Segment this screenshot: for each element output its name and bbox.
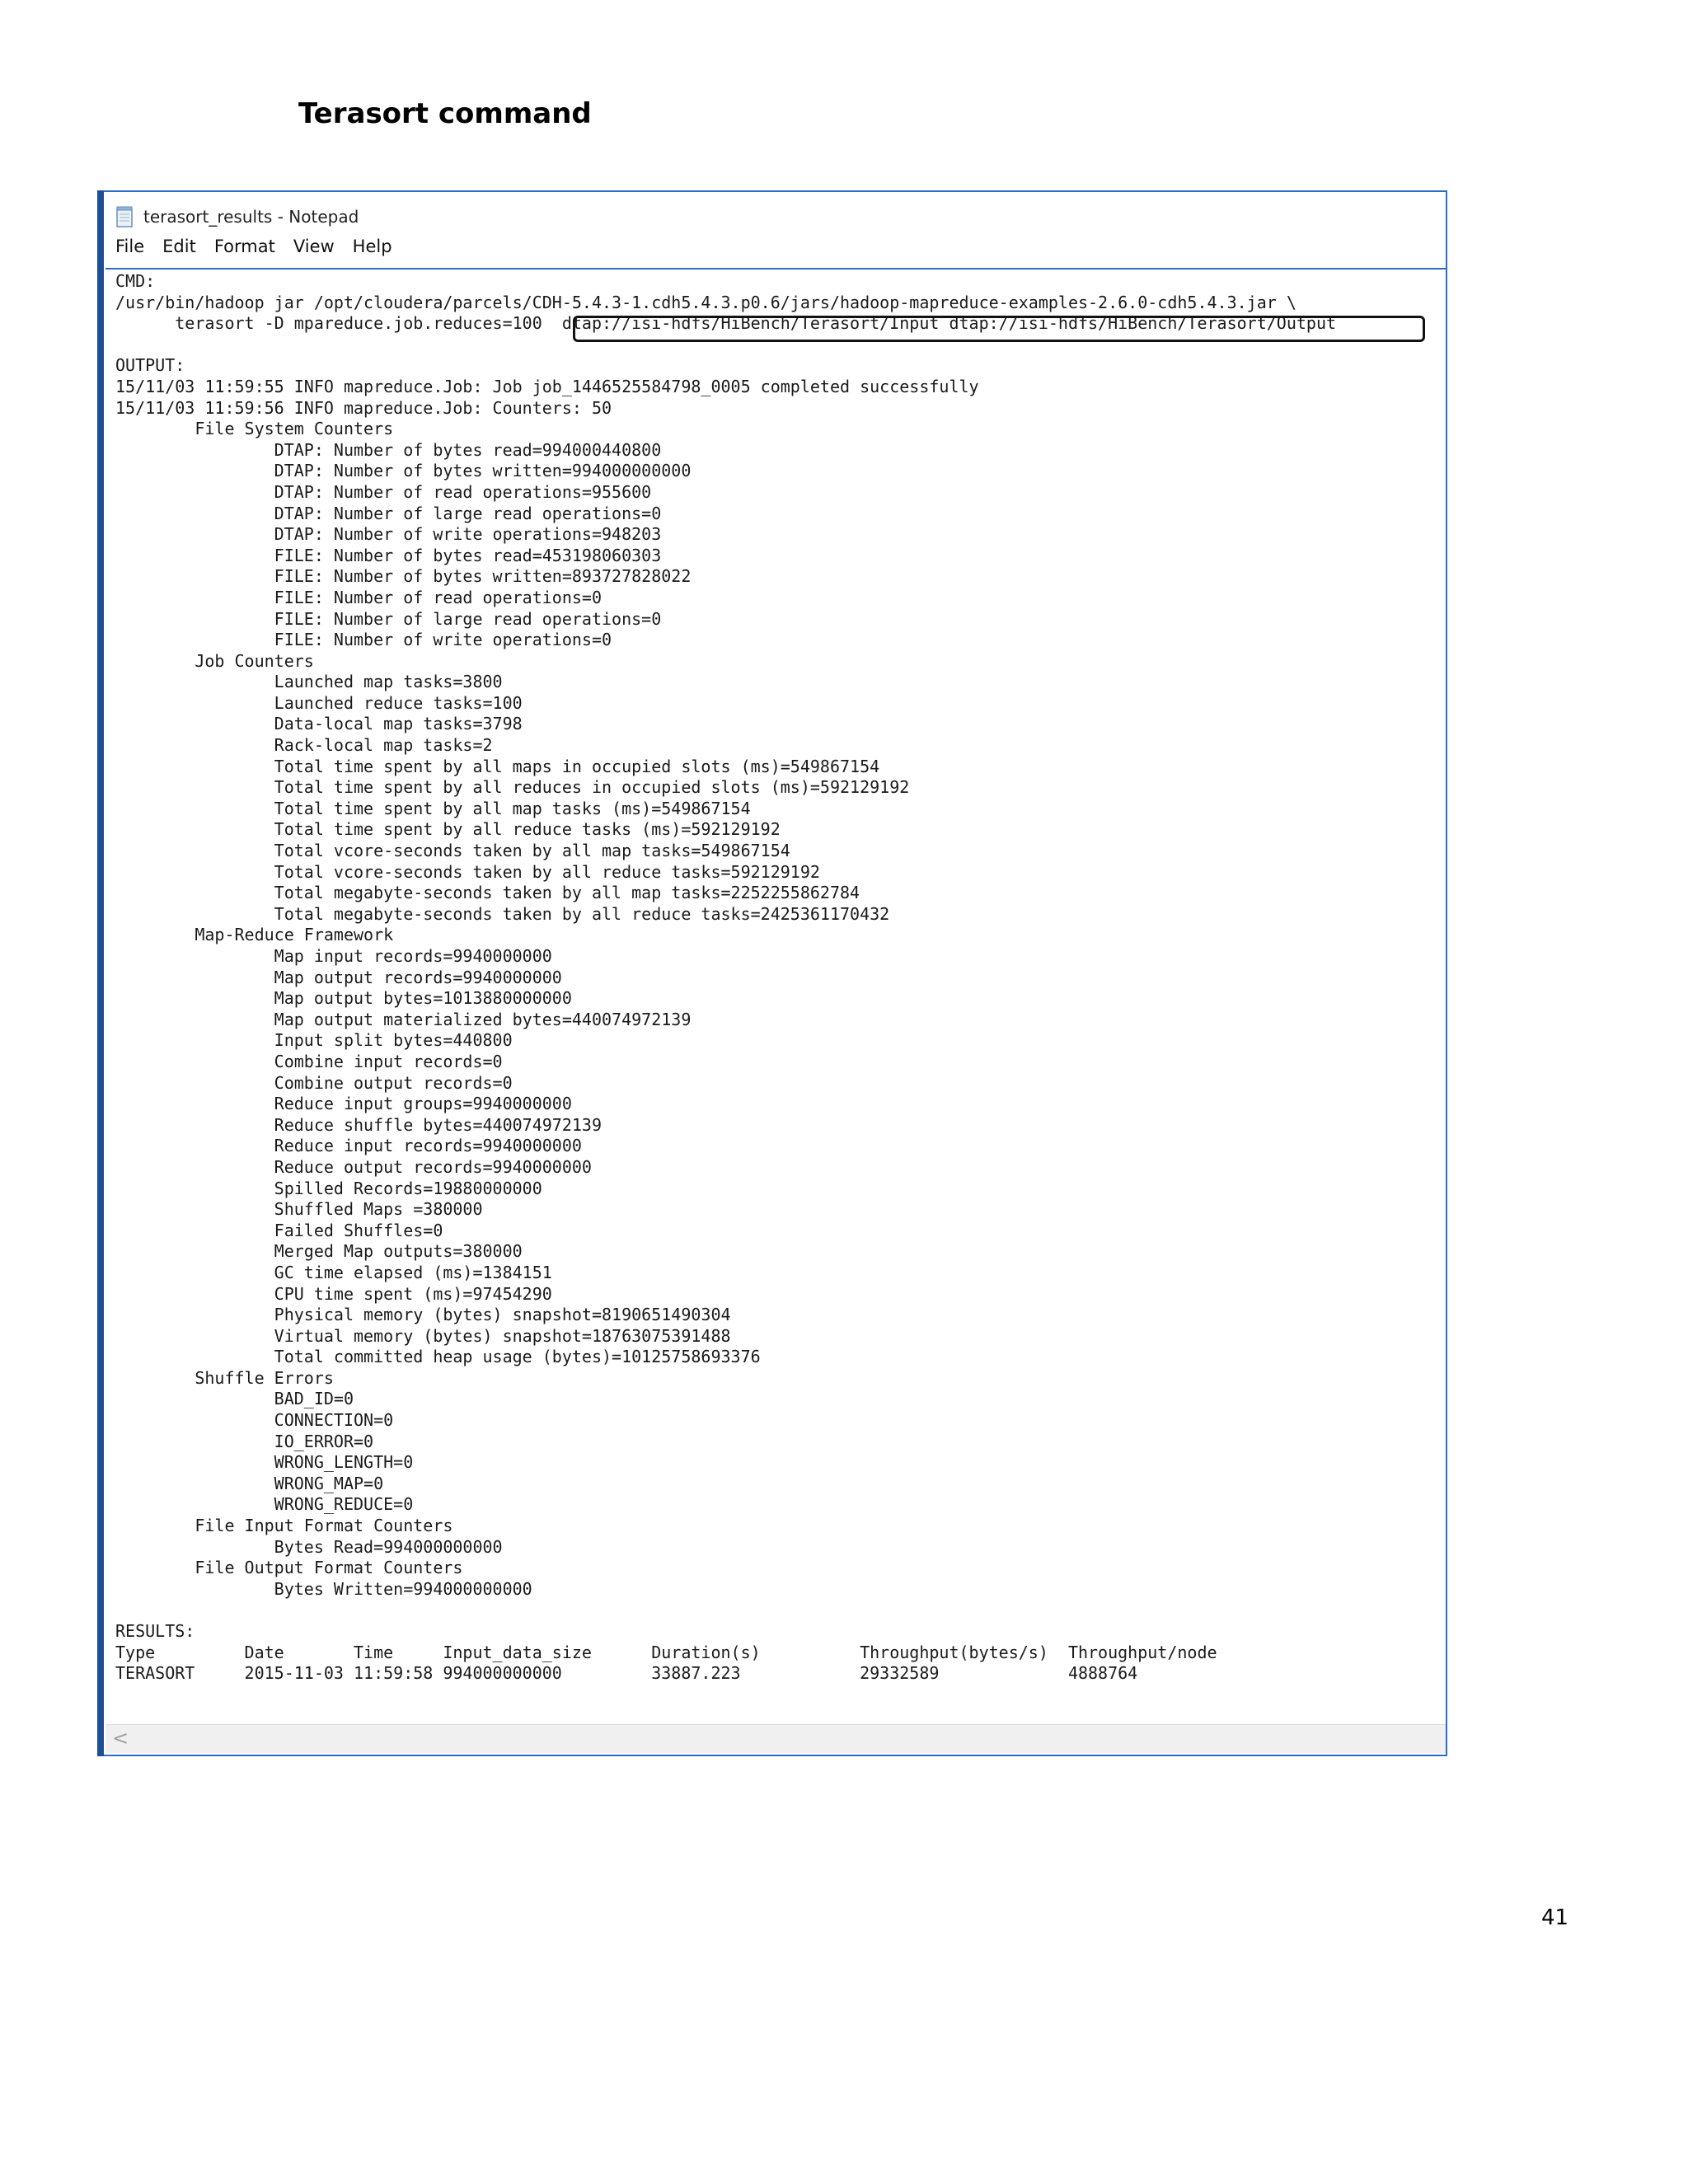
text-line: Physical memory (bytes) snapshot=8190651490304 bbox=[115, 1305, 731, 1325]
text-line: Shuffle Errors bbox=[115, 1367, 334, 1388]
text-line: Map-Reduce Framework bbox=[115, 925, 394, 945]
text-line: TERASORT 2015-11-03 11:59:58 994000000000 33887.223 29332589 4888764 bbox=[115, 1663, 1138, 1684]
text-line: DTAP: Number of large read operations=0 bbox=[115, 503, 662, 523]
text-line: DTAP: Number of bytes written=994000000000 bbox=[115, 461, 692, 481]
window-titlebar bbox=[115, 200, 359, 233]
text-line: Merged Map outputs=380000 bbox=[115, 1241, 523, 1262]
text-line: File Output Format Counters bbox=[115, 1558, 463, 1578]
text-line: File Input Format Counters bbox=[115, 1516, 453, 1536]
text-line: Launched map tasks=3800 bbox=[115, 672, 503, 692]
text-line: FILE: Number of bytes read=453198060303 bbox=[115, 545, 662, 565]
text-line: DTAP: Number of bytes read=994000440800 bbox=[115, 439, 662, 460]
text-line: Shuffled Maps =380000 bbox=[115, 1199, 483, 1220]
text-line: CPU time spent (ms)=97454290 bbox=[115, 1283, 552, 1304]
text-line bbox=[115, 1600, 1434, 1621]
text-line: Job Counters bbox=[115, 650, 314, 671]
text-line: Map output bytes=1013880000000 bbox=[115, 988, 572, 1009]
text-line: Total megabyte-seconds taken by all reduce tasks=2425361170432 bbox=[115, 903, 890, 924]
horizontal-scrollbar[interactable] bbox=[106, 1724, 1446, 1753]
text-line: Total committed heap usage (bytes)=10125758693376 bbox=[115, 1347, 761, 1367]
text-line: Reduce output records=9940000000 bbox=[115, 1156, 592, 1177]
text-line: CONNECTION=0 bbox=[115, 1410, 394, 1431]
text-line: FILE: Number of large read operations=0 bbox=[115, 608, 662, 629]
text-line: Total vcore-seconds taken by all reduce tasks=592129192 bbox=[115, 861, 820, 882]
text-line: terasort -D mpareduce.job.reduces=100 dtap://isi-hdfs/HiBench/Terasort/Input dtap://isi-hdfs/HiBench/Terasort/Output bbox=[115, 313, 1337, 334]
text-line: IO_ERROR=0 bbox=[115, 1431, 374, 1451]
text-line: 15/11/03 11:59:56 INFO mapreduce.Job: Counters: 50 bbox=[115, 397, 612, 418]
text-editor-area[interactable] bbox=[115, 271, 1434, 1685]
text-line: OUTPUT: bbox=[115, 355, 185, 376]
text-line: FILE: Number of bytes written=893727828022 bbox=[115, 566, 692, 587]
menu-edit[interactable]: Edit bbox=[162, 237, 196, 256]
text-line: Reduce input records=9940000000 bbox=[115, 1136, 582, 1156]
text-line: Launched reduce tasks=100 bbox=[115, 692, 523, 713]
path-highlight-box bbox=[573, 316, 1425, 342]
text-line: FILE: Number of read operations=0 bbox=[115, 587, 603, 607]
text-line: Type Date Time Input_data_size Duration(s) Throughput(bytes/s) Throughput/node bbox=[115, 1642, 1217, 1662]
window-title: terasort_results - Notepad bbox=[143, 207, 359, 227]
text-line: /usr/bin/hadoop jar /opt/cloudera/parcels/CDH-5.4.3-1.cdh5.4.3.p0.6/jars/hadoop-mapreduce-examples-2.6.0-cdh5.4.3.jar \ bbox=[115, 292, 1296, 312]
menu-file[interactable]: File bbox=[115, 237, 145, 256]
text-line: Map output materialized bytes=440074972139 bbox=[115, 1009, 692, 1029]
text-line: Total time spent by all reduce tasks (ms)=592129192 bbox=[115, 819, 781, 840]
text-line: WRONG_MAP=0 bbox=[115, 1473, 384, 1493]
text-line: Failed Shuffles=0 bbox=[115, 1220, 443, 1240]
notepad-window bbox=[97, 190, 1447, 1756]
text-line: Total megabyte-seconds taken by all map tasks=2252255862784 bbox=[115, 883, 860, 903]
menu-bar bbox=[115, 237, 410, 256]
text-line: Total time spent by all maps in occupied slots (ms)=549867154 bbox=[115, 756, 880, 776]
page-number: 41 bbox=[1541, 1905, 1569, 1930]
text-line: Total vcore-seconds taken by all map tasks=549867154 bbox=[115, 841, 790, 861]
text-line: DTAP: Number of write operations=948203 bbox=[115, 524, 662, 545]
text-line: Data-local map tasks=3798 bbox=[115, 714, 523, 734]
text-line: Total time spent by all reduces in occupied slots (ms)=592129192 bbox=[115, 777, 910, 798]
text-line: Reduce input groups=9940000000 bbox=[115, 1094, 572, 1114]
text-line: Input split bytes=440800 bbox=[115, 1030, 513, 1051]
text-line: BAD_ID=0 bbox=[115, 1389, 354, 1409]
text-line: File System Counters bbox=[115, 419, 394, 439]
menu-view[interactable]: View bbox=[293, 237, 335, 256]
menu-divider bbox=[106, 268, 1446, 269]
text-line: Total time spent by all map tasks (ms)=549867154 bbox=[115, 798, 751, 818]
text-line: DTAP: Number of read operations=955600 bbox=[115, 481, 652, 502]
text-line: Reduce shuffle bytes=440074972139 bbox=[115, 1114, 603, 1135]
text-line: Map output records=9940000000 bbox=[115, 967, 562, 987]
text-line: WRONG_REDUCE=0 bbox=[115, 1494, 414, 1515]
text-line: WRONG_LENGTH=0 bbox=[115, 1452, 414, 1473]
text-line: CMD: bbox=[115, 271, 156, 291]
text-line: Bytes Read=994000000000 bbox=[115, 1536, 503, 1557]
text-line: Rack-local map tasks=2 bbox=[115, 735, 493, 756]
text-line: Map input records=9940000000 bbox=[115, 946, 552, 966]
menu-help[interactable]: Help bbox=[352, 237, 392, 256]
text-line: Combine output records=0 bbox=[115, 1072, 513, 1093]
text-line: Combine input records=0 bbox=[115, 1051, 503, 1071]
text-line: FILE: Number of write operations=0 bbox=[115, 630, 612, 650]
notepad-icon bbox=[115, 206, 134, 227]
text-line: RESULTS: bbox=[115, 1621, 195, 1641]
scroll-left-icon[interactable]: < bbox=[112, 1727, 129, 1750]
menu-format[interactable]: Format bbox=[213, 237, 275, 256]
text-line: Virtual memory (bytes) snapshot=18763075391488 bbox=[115, 1325, 731, 1346]
text-line: Spilled Records=19880000000 bbox=[115, 1178, 542, 1198]
text-line: 15/11/03 11:59:55 INFO mapreduce.Job: Job job_1446525584798_0005 completed successfully bbox=[115, 376, 979, 396]
text-line: GC time elapsed (ms)=1384151 bbox=[115, 1262, 552, 1282]
text-line: Bytes Written=994000000000 bbox=[115, 1578, 532, 1599]
section-heading: Terasort command bbox=[298, 97, 592, 130]
